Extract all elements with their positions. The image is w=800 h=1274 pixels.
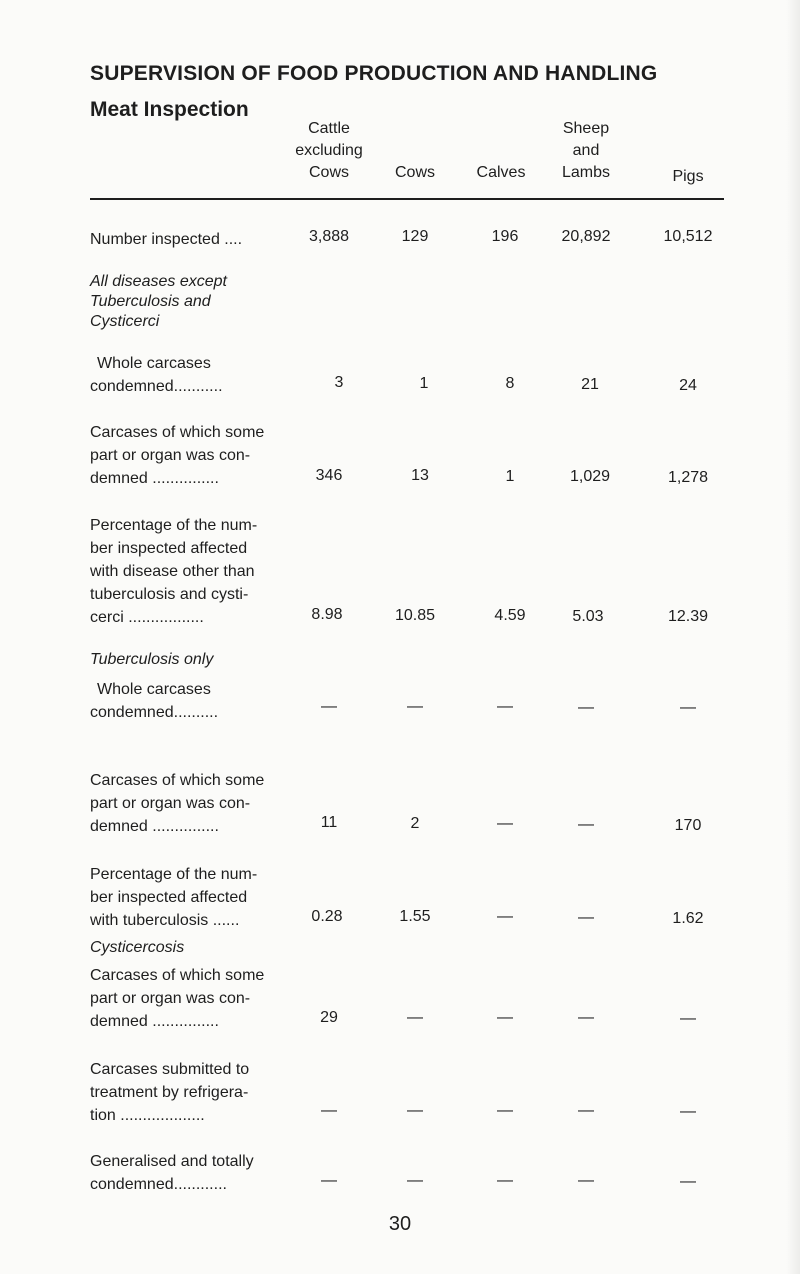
row-label-line: tuberculosis and cysti- — [90, 586, 249, 603]
row-label-tb-percentage — [90, 863, 292, 932]
page-title: SUPERVISION OF FOOD PRODUCTION AND HANDLING — [90, 62, 658, 85]
table-cell: — — [578, 1172, 594, 1189]
table-cell: — — [680, 1173, 696, 1190]
section-heading-tuberculosis — [90, 650, 213, 670]
row-label-line: Whole carcases — [97, 681, 211, 698]
row-label-line: with tuberculosis ...... — [90, 912, 240, 929]
row-label-line: treatment by refrigera- — [90, 1084, 249, 1101]
table-cell: 196 — [491, 228, 519, 245]
table-cell: — — [321, 698, 337, 715]
column-header-cattle — [281, 118, 377, 184]
table-cell: 1 — [505, 468, 515, 485]
row-label-line: cerci ................. — [90, 609, 204, 626]
table-cell: 8.98 — [311, 606, 343, 623]
column-header-line: Calves — [476, 164, 526, 181]
column-header-line: excluding — [295, 142, 363, 159]
table-cell: — — [578, 1102, 594, 1119]
table-cell: — — [407, 1172, 423, 1189]
column-header-line: Pigs — [672, 168, 704, 185]
table-cell: — — [407, 1009, 423, 1026]
section-heading-line: Cysticerci — [90, 313, 160, 330]
table-cell: — — [321, 1172, 337, 1189]
table-cell: 1,278 — [667, 469, 709, 486]
row-label-line: demned ............... — [90, 1013, 219, 1030]
row-label-number-inspected — [90, 228, 292, 251]
row-label-line: demned ............... — [90, 470, 219, 487]
table-cell: — — [680, 1103, 696, 1120]
table-cell: 10.85 — [394, 607, 436, 624]
table-cell: 3,888 — [308, 228, 350, 245]
table-cell: — — [407, 698, 423, 715]
table-cell: 1 — [419, 375, 429, 392]
row-label-generalised — [90, 1150, 292, 1196]
table-cell: 1.55 — [399, 908, 431, 925]
column-header-line: and — [572, 142, 600, 159]
row-label-line: Carcases submitted to — [90, 1061, 250, 1078]
section-title-meat-inspection: Meat Inspection — [90, 98, 249, 121]
table-cell: — — [578, 1009, 594, 1026]
table-cell: 13 — [411, 467, 429, 484]
table-cell: 24 — [679, 377, 697, 394]
table-cell: 346 — [315, 467, 343, 484]
table-cell: 1.62 — [672, 910, 704, 927]
section-heading-all-diseases — [90, 272, 227, 332]
table-cell: — — [497, 1102, 513, 1119]
row-label-cyst-part-condemned — [90, 964, 292, 1033]
row-label-line: condemned........... — [90, 378, 223, 395]
table-cell: 12.39 — [667, 608, 709, 625]
table-cell: — — [497, 1172, 513, 1189]
page-edge-shadow — [786, 0, 800, 1274]
column-header-line: Cows — [394, 164, 435, 181]
section-heading-line: Tuberculosis and — [90, 293, 211, 310]
column-header-line: Lambs — [561, 164, 611, 181]
column-header-calves — [461, 118, 541, 184]
column-header-pigs — [648, 122, 728, 188]
table-cell: 3 — [334, 374, 344, 391]
row-label-line: condemned............ — [90, 1176, 227, 1193]
table-cell: 5.03 — [572, 608, 604, 625]
section-heading-line: Cysticercosis — [90, 939, 185, 956]
table-cell: 10,512 — [663, 228, 713, 245]
column-header-line: Cattle — [308, 120, 350, 137]
page-number: 30 — [388, 1213, 412, 1235]
row-label-line: part or organ was con- — [90, 447, 251, 464]
row-label-whole-carcases-condemned — [90, 352, 299, 398]
row-label-line: with disease other than — [90, 563, 255, 580]
table-cell: — — [578, 699, 594, 716]
table-cell: — — [497, 1009, 513, 1026]
table-cell: 4.59 — [494, 607, 526, 624]
row-label-line: Percentage of the num- — [90, 517, 258, 534]
table-cell: — — [407, 1102, 423, 1119]
row-label-line: ber inspected affected — [90, 540, 248, 557]
table-cell: 21 — [581, 376, 599, 393]
table-cell: 2 — [410, 815, 420, 832]
table-cell: 129 — [401, 228, 429, 245]
row-label-tb-whole-carcases — [90, 678, 299, 724]
column-header-cows — [375, 118, 455, 184]
row-label-line: part or organ was con- — [90, 795, 251, 812]
table-cell: 170 — [674, 817, 702, 834]
row-label-line: tion ................... — [90, 1107, 205, 1124]
table-cell: 20,892 — [561, 228, 611, 245]
table-cell: 1,029 — [569, 468, 611, 485]
table-cell: — — [497, 815, 513, 832]
row-label-line: Number inspected .... — [90, 231, 243, 248]
table-cell: 11 — [320, 814, 338, 831]
row-label-refrigeration — [90, 1058, 292, 1127]
row-label-line: condemned.......... — [90, 704, 219, 721]
section-heading-cysticercosis — [90, 938, 184, 958]
row-label-percentage-affected — [90, 514, 292, 629]
section-heading-line: All diseases except — [90, 273, 227, 290]
section-heading-line: Tuberculosis only — [90, 651, 214, 668]
table-cell: — — [578, 909, 594, 926]
table-cell: — — [680, 1010, 696, 1027]
row-label-line: Generalised and totally — [90, 1153, 254, 1170]
row-label-line: Whole carcases — [97, 355, 211, 372]
row-label-line: Percentage of the num- — [90, 866, 258, 883]
row-label-part-condemned — [90, 421, 292, 490]
table-cell: 0.28 — [311, 908, 343, 925]
table-cell: 8 — [505, 375, 515, 392]
row-label-line: Carcases of which some — [90, 967, 265, 984]
row-label-line: demned ............... — [90, 818, 219, 835]
row-label-line: Carcases of which some — [90, 772, 265, 789]
column-header-line: Cows — [308, 164, 349, 181]
column-header-sheep-lambs — [541, 118, 631, 184]
row-label-line: Carcases of which some — [90, 424, 265, 441]
table-cell: — — [321, 1102, 337, 1119]
table-cell: — — [578, 816, 594, 833]
table-cell: 29 — [320, 1009, 338, 1026]
table-cell: — — [497, 698, 513, 715]
column-header-line: Sheep — [562, 120, 610, 137]
table-cell: — — [497, 908, 513, 925]
table-cell: — — [680, 699, 696, 716]
row-label-tb-part-condemned — [90, 769, 292, 838]
header-rule — [90, 198, 724, 200]
row-label-line: ber inspected affected — [90, 889, 248, 906]
row-label-line: part or organ was con- — [90, 990, 251, 1007]
